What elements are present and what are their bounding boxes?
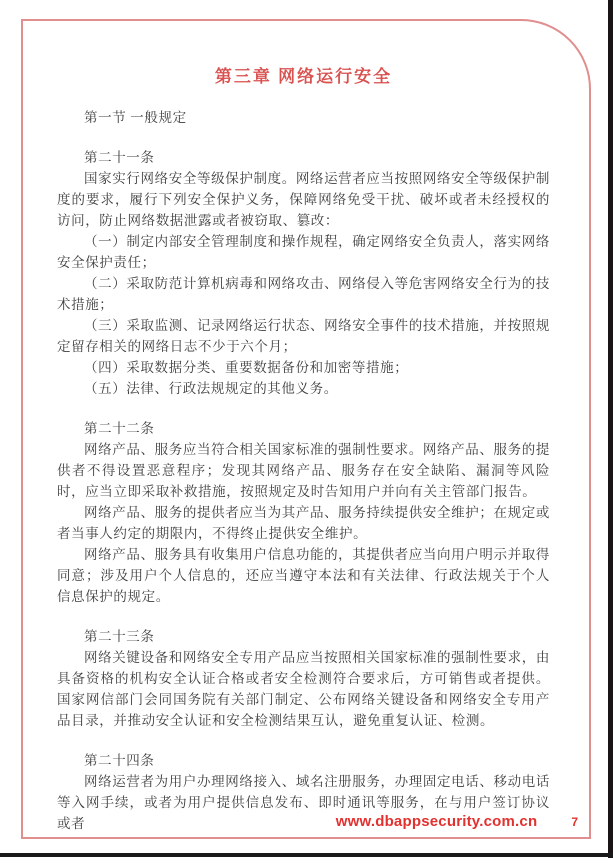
document-content [21,21,591,834]
paragraph: 网络关键设备和网络安全专用产品应当按照相关国家标准的强制性要求，由具备资格的机构安全认证合格或者安全检测符合要求后，方可销售或者提供。国家网信部门会同国务院有关部门制定、公布网络关键设备和网络安全专用产品目录，并推动安全认证和安全检测结果互认，避免重复认证、检测。 [57,650,550,728]
article-heading: 第二十一条 [84,150,155,165]
article-heading: 第二十三条 [84,629,155,644]
paragraph: 网络产品、服务的提供者应当为其产品、服务持续提供安全维护；在规定或者当事人约定的期限内，不得终止提供安全维护。 [57,505,550,541]
paragraph: 网络运营者为用户办理网络接入、域名注册服务，办理固定电话、移动电话等入网手续，或者为用户提供信息发布、即时通讯等服务，在与用户签订协议或者 [57,774,550,831]
paragraph: 网络产品、服务应当符合相关国家标准的强制性要求。网络产品、服务的提供者不得设置恶意程序；发现其网络产品、服务存在安全缺陷、漏洞等风险时，应当立即采取补救措施，按照规定及时告知用户并向有关主管部门报告。 [57,442,550,499]
section-heading: 第一节 一般规定 [84,110,187,125]
article-heading: 第二十二条 [84,421,155,436]
paragraph: （一）制定内部安全管理制度和操作规程，确定网络安全负责人，落实网络安全保护责任； [57,234,550,270]
right-edge-strip [608,0,613,858]
footer-website: www.dbappsecurity.com.cn [335,813,538,830]
paragraph: （三）采取监测、记录网络运行状态、网络安全事件的技术措施，并按照规定留存相关的网络日志不少于六个月； [57,318,550,354]
page-footer [57,813,584,830]
bottom-rule [0,853,613,857]
page-number: 7 [571,815,578,829]
paragraph: （五）法律、行政法规规定的其他义务。 [84,381,338,396]
article-heading: 第二十四条 [84,753,155,768]
paragraph: （四）采取数据分类、重要数据备份和加密等措施； [84,360,409,375]
paragraph: （二）采取防范计算机病毒和网络攻击、网络侵入等危害网络安全行为的技术措施； [57,276,550,312]
paragraph: 网络产品、服务具有收集用户信息功能的，其提供者应当向用户明示并取得同意；涉及用户个人信息的，还应当遵守本法和有关法律、行政法规关于个人信息保护的规定。 [57,547,550,604]
document-body [57,107,550,834]
paragraph: 国家实行网络安全等级保护制度。网络运营者应当按照网络安全等级保护制度的要求，履行下列安全保护义务，保障网络免受干扰、破坏或者未经授权的访问，防止网络数据泄露或者被窃取、篡改： [57,171,550,228]
chapter-title: 第三章 网络运行安全 [214,67,393,86]
